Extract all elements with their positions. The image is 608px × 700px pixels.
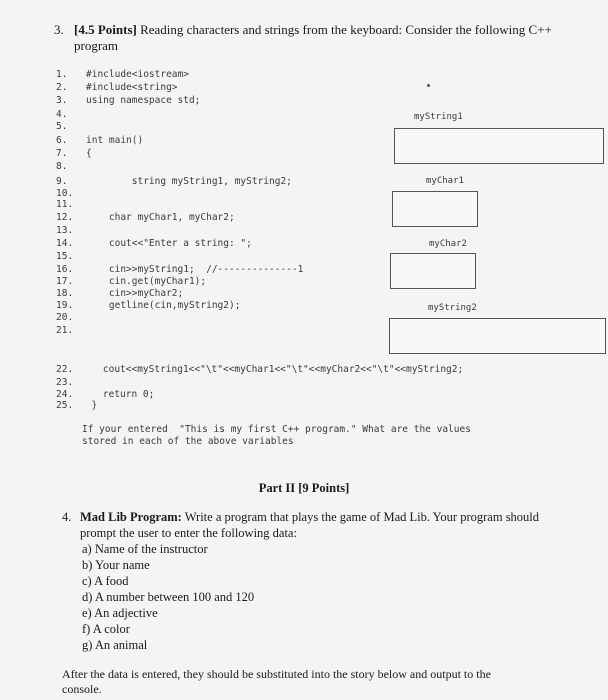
option-c: c) A food xyxy=(82,574,129,588)
question-title: Mad Lib Program: xyxy=(80,510,182,524)
line-number: 4. xyxy=(56,109,68,120)
question-text-continued: program xyxy=(74,38,119,53)
line-number: 16. xyxy=(56,264,74,275)
code-text: cin.get(myChar1); xyxy=(86,276,207,287)
code-text: #include<string> xyxy=(86,82,178,93)
code-text: string myString1, myString2; xyxy=(86,176,292,187)
question-points: [4.5 Points] xyxy=(74,22,137,37)
line-number: 15. xyxy=(56,251,74,262)
line-number: 23. xyxy=(56,377,74,388)
question-text-continued: prompt the user to enter the following data: xyxy=(80,525,297,540)
stray-mark xyxy=(427,84,430,87)
line-number: 10. xyxy=(56,188,74,199)
after-line-1: After the data is entered, they should be substituted into the story below and output to the xyxy=(62,667,491,681)
option-e: e) An adjective xyxy=(82,606,158,620)
code-text: cout<<myString1<<"\t"<<myChar1<<"\t"<<myChar2<<"\t"<<myString2; xyxy=(80,364,464,375)
after-line-2: console. xyxy=(62,682,102,696)
line-number: 24. xyxy=(56,389,74,400)
code-text: cout<<"Enter a string: "; xyxy=(86,238,252,249)
answer-box-mychar1[interactable] xyxy=(392,191,478,227)
answer-box-mychar2[interactable] xyxy=(390,253,476,289)
line-number: 11. xyxy=(56,199,74,210)
label-mystring1: myString1 xyxy=(414,112,463,122)
prompt-line-2: stored in each of the above variables xyxy=(82,436,294,447)
code-text: return 0; xyxy=(80,389,155,400)
line-number: 18. xyxy=(56,288,74,299)
line-number: 7. xyxy=(56,148,68,159)
prompt-line-1: If your entered "This is my first C++ program." What are the values xyxy=(82,424,471,435)
line-number: 13. xyxy=(56,225,74,236)
option-d: d) A number between 100 and 120 xyxy=(82,590,255,604)
answer-box-mystring2[interactable] xyxy=(389,318,606,354)
line-number: 5. xyxy=(56,121,68,132)
code-text: { xyxy=(86,148,92,159)
answer-box-mystring1[interactable] xyxy=(394,128,604,164)
question-number: 4. xyxy=(62,510,72,524)
label-mychar2: myChar2 xyxy=(429,239,467,249)
part-2-heading: Part II [9 Points] xyxy=(258,481,350,495)
line-number: 9. xyxy=(56,176,68,187)
line-number: 21. xyxy=(56,325,74,336)
code-text: getline(cin,myString2); xyxy=(86,300,241,311)
line-number: 22. xyxy=(56,364,74,375)
instructions-after xyxy=(62,667,562,697)
question-text: Reading characters and strings from the keyboard: Consider the following C++ xyxy=(136,22,552,37)
code-text: int main() xyxy=(86,135,144,146)
line-number: 2. xyxy=(56,82,68,93)
line-number: 25. xyxy=(56,400,74,411)
question-text: Write a program that plays the game of Mad Lib. Your program should xyxy=(181,510,540,524)
option-a: a) Name of the instructor xyxy=(82,542,208,556)
line-number: 17. xyxy=(56,276,74,287)
line-number: 14. xyxy=(56,238,74,249)
code-text: } xyxy=(80,400,98,411)
line-number: 12. xyxy=(56,212,74,223)
question-3-heading xyxy=(54,22,594,54)
label-mystring2: myString2 xyxy=(428,303,477,313)
question-4-heading xyxy=(62,510,572,541)
question-3-prompt xyxy=(82,424,562,448)
code-text: cin>>myChar2; xyxy=(86,288,184,299)
line-number: 1. xyxy=(56,69,68,80)
option-f: f) A color xyxy=(82,622,130,636)
line-number: 19. xyxy=(56,300,74,311)
option-b: b) Your name xyxy=(82,558,150,572)
code-text: char myChar1, myChar2; xyxy=(86,212,235,223)
label-mychar1: myChar1 xyxy=(426,176,464,186)
code-text: cin>>myString1; //--------------1 xyxy=(86,264,304,275)
code-text: #include<iostream> xyxy=(86,69,189,80)
line-number: 20. xyxy=(56,312,74,323)
line-number: 8. xyxy=(56,161,68,172)
question-number: 3. xyxy=(54,22,64,37)
line-number: 3. xyxy=(56,95,68,106)
line-number: 6. xyxy=(56,135,68,146)
option-g: g) An animal xyxy=(82,638,148,652)
code-text: using namespace std; xyxy=(86,95,201,106)
